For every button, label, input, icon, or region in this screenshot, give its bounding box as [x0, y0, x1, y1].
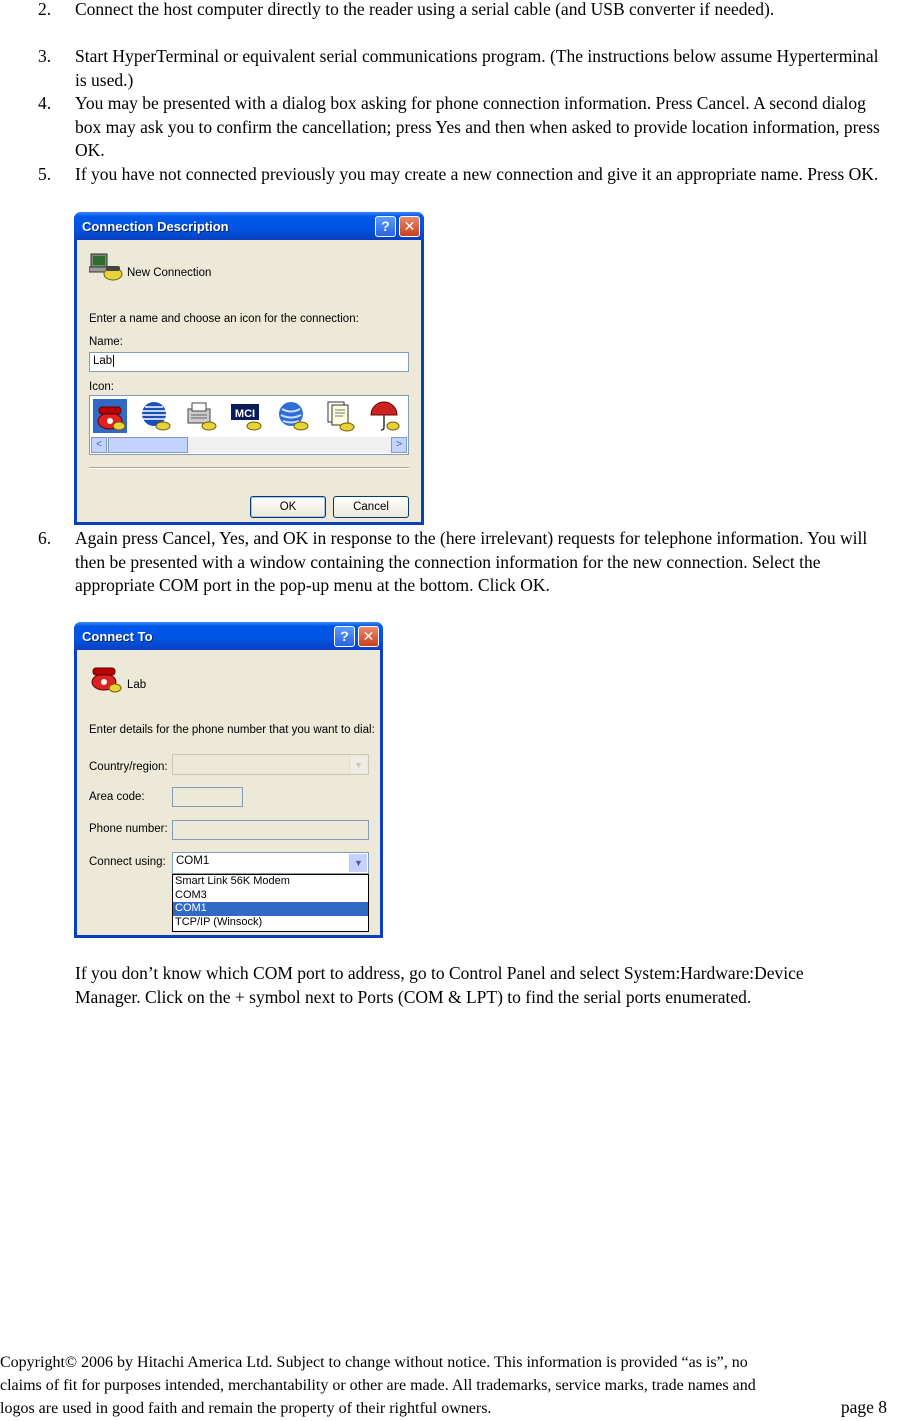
att-globe-icon[interactable] — [276, 399, 310, 433]
scroll-left-arrow-icon[interactable]: < — [91, 437, 107, 453]
area-code-input[interactable] — [172, 787, 243, 807]
icon-list-scrollbar[interactable] — [91, 437, 407, 453]
step-number: 5. — [38, 164, 52, 184]
dialog-body — [77, 650, 380, 935]
name-input[interactable] — [89, 352, 409, 372]
help-button[interactable]: ? — [334, 626, 355, 647]
step-number: 6. — [38, 528, 52, 548]
mci-icon[interactable] — [229, 399, 263, 433]
footer-line-3: logos are used in good faith and remain the property of their rightful owners. — [0, 1400, 492, 1417]
scroll-thumb[interactable] — [108, 437, 188, 453]
icon-list[interactable] — [89, 395, 409, 455]
dialog-title: Connect To — [82, 629, 153, 644]
help-button[interactable]: ? — [375, 216, 396, 237]
telephone-red-icon[interactable] — [93, 399, 127, 433]
globe-icon[interactable] — [138, 399, 172, 433]
dialog-prompt: Enter a name and choose an icon for the connection: — [89, 313, 359, 325]
area-code-label: Area code: — [89, 791, 145, 803]
step-text: You may be presented with a dialog box asking for phone connection information. Press Cancel. A second dialog box may ask you to confirm the cancellation; press Yes and then when asked to provide location information, press OK. — [75, 93, 880, 160]
option-com3[interactable]: COM3 — [175, 888, 207, 901]
cancel-button[interactable]: Cancel — [333, 496, 409, 518]
title-bar[interactable] — [74, 212, 424, 240]
dialog-title: Connection Description — [82, 219, 229, 234]
new-connection-icon — [89, 252, 123, 284]
scroll-right-arrow-icon[interactable]: > — [391, 437, 407, 453]
dialog-heading: New Connection — [127, 267, 212, 279]
connect-using-options[interactable] — [172, 874, 369, 932]
phone-number-label: Phone number: — [89, 823, 168, 835]
connection-description-dialog — [74, 212, 424, 525]
ok-button[interactable]: OK — [250, 496, 326, 518]
mci-text: MCI — [234, 408, 256, 420]
step-text: If you have not connected previously you may create a new connection and give it an appropriate name. Press OK. — [75, 164, 879, 184]
phone-number-input[interactable] — [172, 820, 369, 840]
documents-icon[interactable] — [322, 399, 356, 433]
option-com1[interactable]: COM1 — [173, 902, 368, 916]
fax-icon[interactable] — [184, 399, 218, 433]
name-label: Name: — [89, 336, 123, 348]
dialog-prompt: Enter details for the phone number that you want to dial: — [89, 724, 375, 736]
connect-using-label: Connect using: — [89, 856, 166, 868]
close-button[interactable]: ✕ — [358, 626, 379, 647]
connect-using-value: COM1 — [176, 855, 210, 867]
connect-using-select[interactable] — [172, 852, 369, 874]
option-smart-link-modem[interactable]: Smart Link 56K Modem — [175, 875, 290, 887]
step-text: Start HyperTerminal or equivalent serial communications program. (The instructions below assume Hyperterminal is used.) — [75, 46, 879, 90]
footer-line-2: claims of fit for purposes intended, merchantability or other are made. All trademarks, service marks, trade names and — [0, 1377, 756, 1394]
title-bar[interactable] — [74, 622, 383, 650]
page-number: page 8 — [840, 1397, 887, 1417]
telephone-red-icon — [89, 664, 123, 694]
footer-line-1: Copyright© 2006 by Hitachi America Ltd. Subject to change without notice. This information is provided “as is”, no — [0, 1354, 748, 1371]
umbrella-icon[interactable] — [367, 399, 401, 433]
step-number: 3. — [38, 46, 52, 66]
connect-to-dialog — [74, 622, 383, 938]
dialog-body — [77, 240, 421, 522]
step-number: 4. — [38, 93, 52, 113]
name-input-value: Lab — [93, 355, 113, 367]
country-select[interactable] — [172, 754, 369, 775]
dialog-heading: Lab — [127, 679, 147, 691]
close-button[interactable]: ✕ — [399, 216, 420, 237]
step-text: Connect the host computer directly to the reader using a serial cable (and USB converter if needed). — [75, 0, 775, 19]
step-text: Again press Cancel, Yes, and OK in response to the (here irrelevant) requests for telephone information. You will then be presented with a window containing the connection information for the new connection. Select the appropriate COM port in the pop-up menu at the bottom. Click OK. — [75, 528, 868, 595]
option-tcpip-winsock[interactable]: TCP/IP (Winsock) — [175, 915, 263, 928]
country-label: Country/region: — [89, 761, 168, 773]
chevron-down-icon: ▼ — [349, 756, 367, 773]
chevron-down-icon[interactable]: ▼ — [349, 854, 367, 872]
step-number: 2. — [38, 0, 52, 19]
separator — [89, 467, 409, 469]
com-port-note: If you don’t know which COM port to address, go to Control Panel and select System:Hardware:Device Manager. Click on the + symbol next to Ports (COM & LPT) to find the serial ports enumerated. — [75, 963, 804, 1007]
icon-label: Icon: — [89, 381, 114, 393]
